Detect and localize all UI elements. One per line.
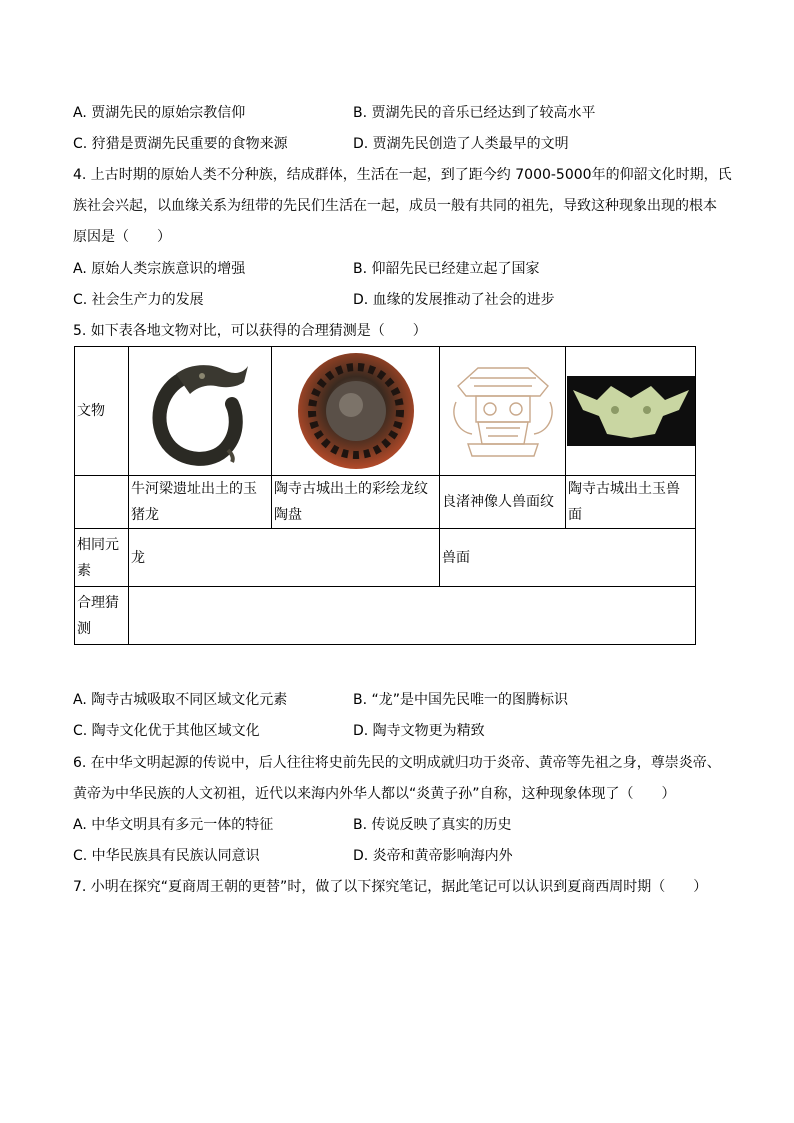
- caption-liangzhu-god-beast: 良渚神像人兽面纹: [440, 476, 566, 529]
- q6-option-b[interactable]: B. 传说反映了真实的历史: [353, 817, 512, 833]
- q5-option-a[interactable]: A. 陶寺古城吸取不同区域文化元素: [73, 692, 288, 708]
- caption-jade-beast-mask: 陶寺古城出土玉兽面: [566, 476, 696, 529]
- q3-option-b[interactable]: B. 贾湖先民的音乐已经达到了较高水平: [353, 105, 596, 121]
- common-element-beast-face: 兽面: [440, 529, 696, 587]
- q4-stem-line1: 4. 上古时期的原始人类不分种族，结成群体，生活在一起，到了距今约 7000-5000年的仰韶文化时期，氏: [73, 167, 732, 183]
- q4-option-a[interactable]: A. 原始人类宗族意识的增强: [73, 261, 246, 277]
- q7-stem: 7. 小明在探究“夏商周王朝的更替”时，做了以下探究笔记，据此笔记可以认识到夏商西周时期（ ）: [73, 879, 708, 895]
- q4-option-d[interactable]: D. 血缘的发展推动了社会的进步: [353, 292, 555, 308]
- row-label-common-element: 相同元素: [75, 529, 129, 587]
- q4-option-b[interactable]: B. 仰韶先民已经建立起了国家: [353, 261, 540, 277]
- caption-painted-dragon-plate: 陶寺古城出土的彩绘龙纹陶盘: [272, 476, 440, 529]
- q4-option-c[interactable]: C. 社会生产力的发展: [73, 292, 204, 308]
- q6-option-c[interactable]: C. 中华民族具有民族认同意识: [73, 848, 260, 864]
- jade-beast-mask-image: [566, 347, 696, 476]
- row-label-relics: 文物: [75, 347, 129, 476]
- caption-jade-pig-dragon: 牛河梁遗址出土的玉猪龙: [129, 476, 272, 529]
- reasonable-guess-cell: [129, 587, 696, 645]
- q6-stem-line2: 黄帝为中华民族的人文初祖，近代以来海内外华人都以“炎黄子孙”自称，这种现象体现了（ ）: [73, 786, 676, 802]
- relics-comparison-table: [74, 346, 696, 645]
- q3-option-c[interactable]: C. 狩猎是贾湖先民重要的食物来源: [73, 136, 288, 152]
- painted-dragon-plate-image: [272, 347, 440, 476]
- q3-option-d[interactable]: D. 贾湖先民创造了人类最早的文明: [353, 136, 569, 152]
- q6-option-a[interactable]: A. 中华文明具有多元一体的特征: [73, 817, 274, 833]
- empty-cell: [75, 476, 129, 529]
- q6-option-d[interactable]: D. 炎帝和黄帝影响海内外: [353, 848, 513, 864]
- q5-option-b[interactable]: B. “龙”是中国先民唯一的图腾标识: [353, 692, 569, 708]
- q5-stem: 5. 如下表各地文物对比，可以获得的合理猜测是（ ）: [73, 323, 427, 339]
- q6-stem-line1: 6. 在中华文明起源的传说中，后人往往将史前先民的文明成就归功于炎帝、黄帝等先祖之身，尊崇炎帝、: [73, 755, 721, 771]
- jade-pig-dragon-image: [129, 347, 272, 476]
- liangzhu-god-beast-image: [440, 347, 566, 476]
- q4-stem-line3: 原因是（ ）: [73, 229, 171, 245]
- q5-option-d[interactable]: D. 陶寺文物更为精致: [353, 723, 485, 739]
- q4-stem-line2: 族社会兴起，以血缘关系为纽带的先民们生活在一起，成员一般有共同的祖先，导致这种现象出现的根本: [73, 198, 717, 214]
- q5-option-c[interactable]: C. 陶寺文化优于其他区域文化: [73, 723, 260, 739]
- q3-option-a[interactable]: A. 贾湖先民的原始宗教信仰: [73, 105, 246, 121]
- row-label-reasonable-guess: 合理猜测: [75, 587, 129, 645]
- common-element-dragon: 龙: [129, 529, 440, 587]
